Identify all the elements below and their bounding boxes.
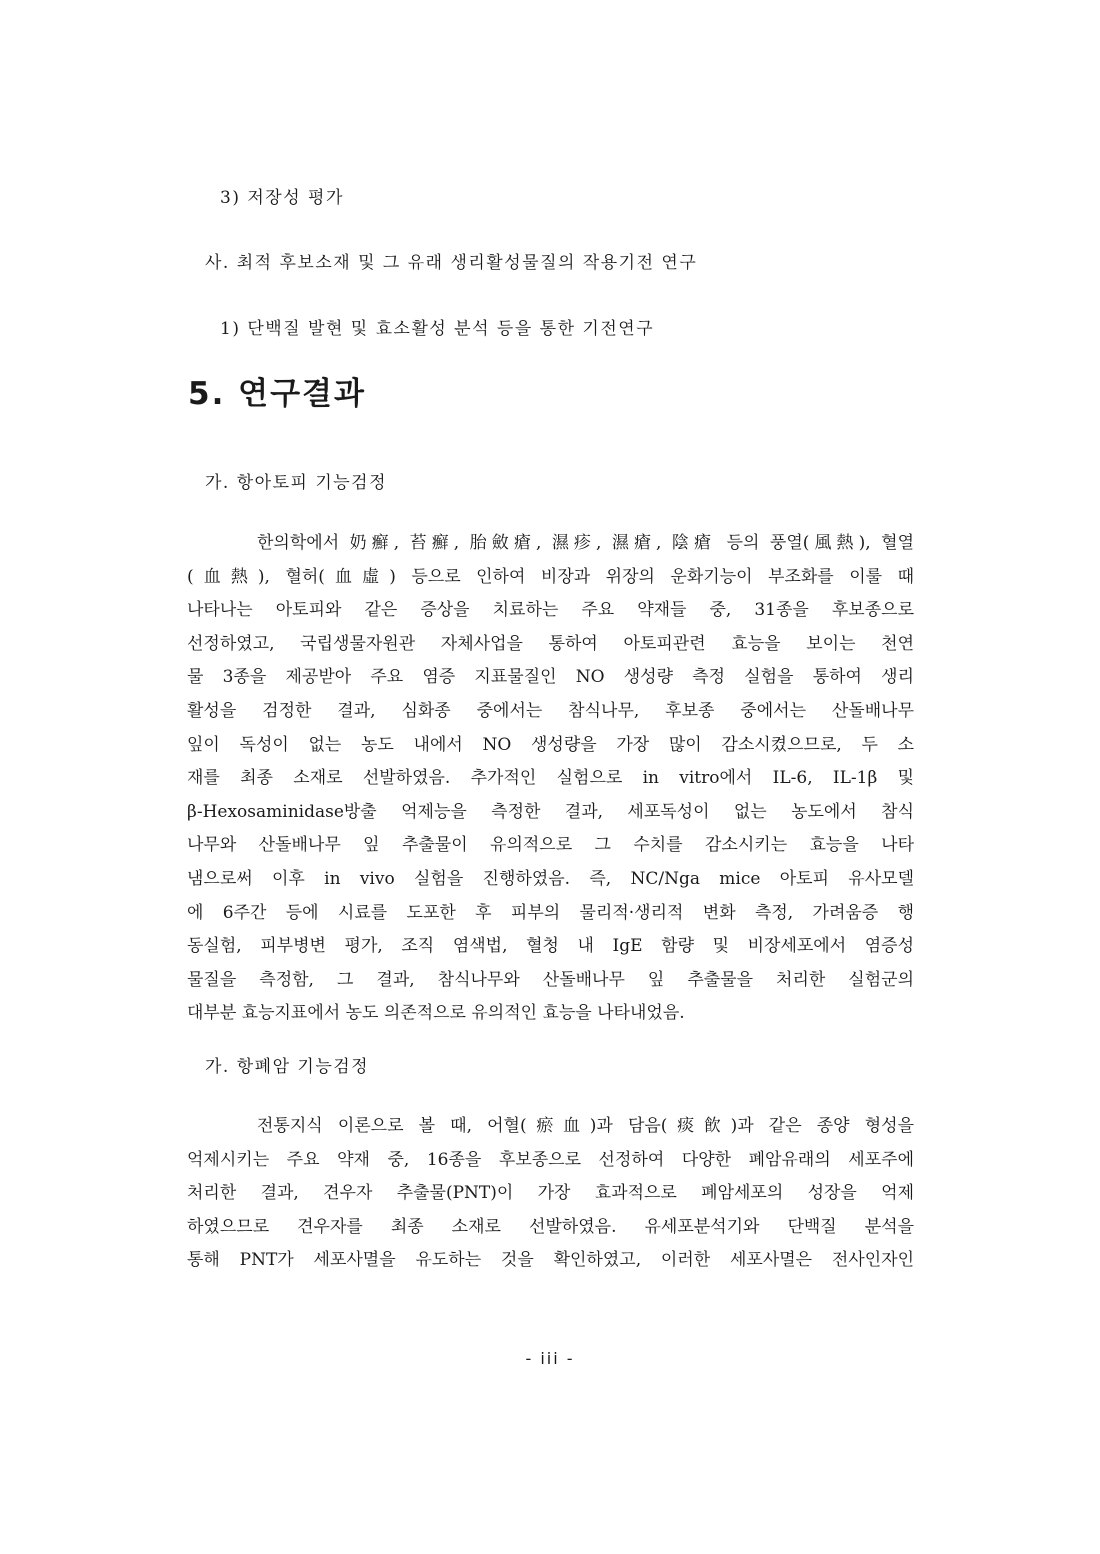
paragraph-line: 처리한 결과, 견우자 추출물(PNT)이 가장 효과적으로 폐암세포의 성장을 억제	[187, 1183, 914, 1204]
paragraph-line: 활성을 검정한 결과, 심화종 중에서는 참식나무, 후보종 중에서는 산돌배나무	[187, 700, 914, 721]
paragraph-line: 냄으로써 이후 in vivo 실험을 진행하였음. 즉, NC/Nga mice 아토피 유사모델	[187, 868, 914, 889]
paragraph-line: 통해 PNT가 세포사멸을 유도하는 것을 확인하였고, 이러한 세포사멸은 전사인자인	[187, 1250, 914, 1271]
paragraph-line: β-Hexosaminidase방출 억제능을 측정한 결과, 세포독성이 없는 농도에서 참식	[187, 801, 914, 822]
paragraph-line: 나무와 산돌배나무 잎 추출물이 유의적으로 그 수치를 감소시키는 효능을 나타	[187, 835, 914, 856]
section-lung-cancer-title: 가. 항폐암 기능검정	[205, 1057, 370, 1077]
paragraph-line: (血熱), 혈허(血虛) 등으로 인하여 비장과 위장의 운화기능이 부조화를 이룰 때	[187, 566, 914, 587]
paragraph-line: 물질을 측정함, 그 결과, 참식나무와 산돌배나무 잎 추출물을 처리한 실험군의	[187, 969, 914, 990]
section-atopy-title: 가. 항아토피 기능검정	[205, 473, 388, 493]
paragraph-line: 한의학에서 奶癬, 苔癬, 胎斂瘡, 濕疹, 濕瘡, 陰瘡 등의 풍열(風熱), 혈열	[257, 533, 914, 553]
paragraph-line: 전통지식 이론으로 볼 때, 어혈(瘀血)과 담음(痰飮)과 같은 종양 형성을	[257, 1116, 914, 1136]
item-storage-evaluation: 3) 저장성 평가	[220, 188, 344, 208]
page-number: - iii -	[525, 1349, 575, 1368]
atopy-paragraph	[187, 527, 914, 1031]
paragraph-line: 재를 최종 소재로 선발하였음. 추가적인 실험으로 in vitro에서 IL-6, IL-1β 및	[187, 768, 914, 789]
paragraph-line: 잎이 독성이 없는 농도 내에서 NO 생성량을 가장 많이 감소시켰으므로, 두 소	[187, 734, 914, 755]
section-sa-title: 사. 최적 후보소재 및 그 유래 생리활성물질의 작용기전 연구	[205, 253, 698, 273]
paragraph-line: 대부분 효능지표에서 농도 의존적으로 유의적인 효능을 나타내었음.	[187, 1003, 685, 1024]
lung-cancer-paragraph	[187, 1110, 914, 1278]
paragraph-line: 물 3종을 제공받아 주요 염증 지표물질인 NO 생성량 측정 실험을 통하여 생리	[187, 667, 914, 688]
page-title: 5. 연구결과	[188, 376, 366, 412]
paragraph-line: 억제시키는 주요 약재 중, 16종을 후보종으로 선정하여 다양한 폐암유래의 세포주에	[187, 1149, 914, 1170]
paragraph-line: 동실험, 피부병변 평가, 조직 염색법, 혈청 내 IgE 함량 및 비장세포에서 염증성	[187, 936, 914, 957]
paragraph-line: 하였으므로 견우자를 최종 소재로 선발하였음. 유세포분석기와 단백질 분석을	[187, 1216, 914, 1237]
item-mechanism-study: 1) 단백질 발현 및 효소활성 분석 등을 통한 기전연구	[220, 319, 655, 339]
paragraph-line: 선정하였고, 국립생물자원관 자체사업을 통하여 아토피관련 효능을 보이는 천연	[187, 633, 914, 654]
paragraph-line: 나타나는 아토피와 같은 증상을 치료하는 주요 약재들 중, 31종을 후보종으로	[187, 600, 914, 621]
paragraph-line: 에 6주간 등에 시료를 도포한 후 피부의 물리적·생리적 변화 측정, 가려움증 행	[187, 902, 914, 923]
